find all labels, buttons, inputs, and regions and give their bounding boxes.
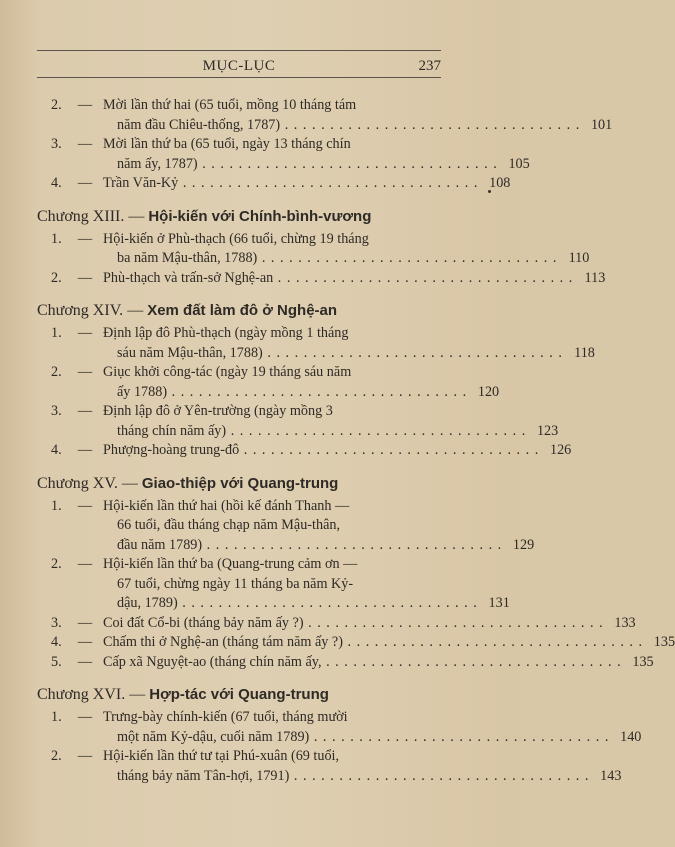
chapter-gap bbox=[37, 288, 441, 294]
toc-entry bbox=[37, 441, 572, 461]
entry-text bbox=[103, 497, 504, 556]
toc-entry bbox=[37, 230, 590, 269]
entry-dash: — bbox=[77, 97, 93, 113]
entry-text bbox=[103, 174, 480, 194]
entry-text bbox=[103, 324, 565, 363]
entry-page-number: 108 bbox=[489, 175, 511, 191]
entry-line: Cấp xã Nguyệt-ao (tháng chín năm ấy, . . . . . . . . . . . . . . . . . . . . . . . . . . . . . . . . . bbox=[103, 653, 622, 670]
entry-line: Hội-kiến lần thứ hai (hồi kế đánh Thanh — bbox=[103, 497, 350, 514]
chapter-gap bbox=[37, 194, 441, 200]
entry-page-number: 131 bbox=[488, 595, 510, 611]
entry-dash: — bbox=[77, 325, 93, 341]
entry-dash: — bbox=[77, 614, 93, 631]
entry-page-number: 123 bbox=[536, 422, 559, 439]
entry-text bbox=[103, 402, 528, 441]
header-rule-bottom bbox=[37, 77, 441, 78]
entry-number: 2. bbox=[51, 364, 62, 380]
entry-text bbox=[103, 135, 500, 174]
entry-line: Định lập đô Phù-thạch (ngày mồng 1 tháng bbox=[103, 325, 349, 341]
chapter-gap bbox=[37, 461, 441, 467]
dot-leader: . . . . . . . . . . . . . . . . . . . . . . . . . . . . . . . . . bbox=[342, 634, 644, 650]
entry-text bbox=[103, 614, 606, 634]
chapter-dash: — bbox=[124, 207, 149, 225]
toc-entry bbox=[37, 653, 654, 673]
entry-page-number: 113 bbox=[584, 269, 606, 286]
entry-page-number: 126 bbox=[549, 442, 572, 458]
entry-line: Coi đất Cổ-bi (tháng bảy năm ấy ?) . . . . . . . . . . . . . . . . . . . . . . . . . . . . . . . . . bbox=[103, 614, 604, 631]
entry-dash: — bbox=[77, 709, 93, 725]
dot-leader: . . . . . . . . . . . . . . . . . . . . . . . . . . . . . . . . . bbox=[280, 116, 581, 133]
table-of-contents bbox=[37, 96, 675, 786]
dot-leader: . . . . . . . . . . . . . . . . . . . . . . . . . . . . . . . . . bbox=[167, 383, 468, 400]
entry-page-number: 105 bbox=[508, 155, 530, 172]
entry-line: sáu năm Mậu-thân, 1788) . . . . . . . . . . . . . . . . . . . . . . . . . . . . . . . . . bbox=[117, 344, 563, 361]
entry-line: Phượng-hoàng trung-đô . . . . . . . . . . . . . . . . . . . . . . . . . . . . . . . . . bbox=[103, 442, 540, 458]
dot-leader: . . . . . . . . . . . . . . . . . . . . . . . . . . . . . . . . . bbox=[309, 728, 610, 745]
entry-page-number: 133 bbox=[614, 614, 636, 631]
entry-number: 1. bbox=[51, 230, 62, 247]
entry-page-number: 143 bbox=[600, 767, 622, 784]
dot-leader: . . . . . . . . . . . . . . . . . . . . . . . . . . . . . . . . . bbox=[257, 250, 558, 266]
dot-leader: . . . . . . . . . . . . . . . . . . . . . . . . . . . . . . . . . bbox=[289, 767, 590, 784]
dot-leader: . . . . . . . . . . . . . . . . . . . . . . . . . . . . . . . . . bbox=[202, 536, 503, 553]
dot-leader: . . . . . . . . . . . . . . . . . . . . . . . . . . . . . . . . . bbox=[321, 653, 622, 670]
entry-line: Hội-kiến lần thứ ba (Quang-trung cảm ơn — bbox=[103, 556, 358, 572]
chapter-label: Chương XVI. bbox=[37, 686, 126, 703]
dot-leader: . . . . . . . . . . . . . . . . . . . . . . . . . . . . . . . . . bbox=[197, 155, 498, 172]
entry-number: 3. bbox=[51, 403, 62, 419]
entry-line: Định lập đô ở Yên-trường (ngày mồng 3 bbox=[103, 403, 333, 419]
entry-dash: — bbox=[77, 634, 93, 650]
entry-line: ba năm Mậu-thân, 1788) . . . . . . . . . . . . . . . . . . . . . . . . . . . . . . . . . bbox=[117, 250, 558, 266]
entry-number: 1. bbox=[51, 497, 62, 514]
entry-page-number: 120 bbox=[477, 383, 500, 400]
dot-leader: . . . . . . . . . . . . . . . . . . . . . . . . . . . . . . . . . bbox=[177, 595, 478, 611]
entry-number: 3. bbox=[51, 614, 62, 631]
entry-page-number: 129 bbox=[512, 536, 535, 553]
entry-number: 4. bbox=[51, 175, 62, 191]
chapter-name: Hợp-tác với Quang-trung bbox=[149, 686, 329, 703]
page-title: MỤC-LỤC bbox=[202, 58, 276, 74]
toc-entry bbox=[37, 555, 510, 614]
entry-line: tháng chín năm ấy) . . . . . . . . . . . . . . . . . . . . . . . . . . . . . . . . . bbox=[117, 422, 527, 439]
entry-number: 5. bbox=[51, 653, 62, 670]
chapter-label: Chương XIII. bbox=[37, 207, 125, 225]
entry-text bbox=[103, 96, 582, 135]
entry-line: Hội-kiến ở Phù-thạch (66 tuổi, chừng 19 tháng bbox=[103, 230, 369, 247]
chapter-heading bbox=[37, 473, 441, 495]
entry-line: Trưng-bày chính-kiến (67 tuổi, tháng mười bbox=[103, 709, 348, 725]
chapter-name: Giao-thiệp với Quang-trung bbox=[141, 474, 339, 492]
toc-entry bbox=[37, 269, 606, 289]
toc-entry bbox=[37, 614, 636, 634]
dot-leader: . . . . . . . . . . . . . . . . . . . . . . . . . . . . . . . . . bbox=[273, 269, 574, 286]
chapter-dash: — bbox=[123, 302, 148, 319]
toc-entry bbox=[37, 174, 511, 194]
toc-entry bbox=[37, 324, 595, 363]
chapter-label: Chương XV. bbox=[37, 474, 118, 492]
toc-entry bbox=[37, 708, 642, 747]
entry-line: Giục khởi công-tác (ngày 19 tháng sáu năm bbox=[103, 364, 352, 380]
dot-leader: . . . . . . . . . . . . . . . . . . . . . . . . . . . . . . . . . bbox=[178, 175, 479, 191]
dot-leader: . . . . . . . . . . . . . . . . . . . . . . . . . . . . . . . . . bbox=[303, 614, 604, 631]
entry-page-number: 135 bbox=[653, 634, 675, 650]
entry-line: năm đầu Chiêu-thống, 1787) . . . . . . . . . . . . . . . . . . . . . . . . . . . . . . . . . bbox=[117, 116, 581, 133]
entry-text bbox=[103, 269, 575, 289]
chapter-gap bbox=[37, 672, 441, 678]
entry-line: năm ấy, 1787) . . . . . . . . . . . . . . . . . . . . . . . . . . . . . . . . . bbox=[117, 155, 498, 172]
entry-dash: — bbox=[77, 364, 93, 380]
entry-line: Chấm thi ở Nghệ-an (tháng tám năm ấy ?) . . . . . . . . . . . . . . . . . . . . . . . . . . . . . . . . . bbox=[103, 634, 644, 650]
toc-entry bbox=[37, 363, 500, 402]
entry-dash: — bbox=[77, 442, 93, 458]
entry-line: một năm Kỷ-dậu, cuối năm 1789) . . . . . . . . . . . . . . . . . . . . . . . . . . . . . . . . . bbox=[117, 728, 610, 745]
chapter-heading bbox=[37, 300, 441, 322]
entry-dash: — bbox=[77, 403, 93, 419]
entry-page-number: 101 bbox=[590, 116, 613, 133]
entry-number: 4. bbox=[51, 442, 62, 458]
entry-number: 2. bbox=[51, 269, 62, 286]
entry-text bbox=[103, 708, 611, 747]
entry-dash: — bbox=[77, 748, 93, 764]
chapter-heading bbox=[37, 206, 441, 228]
chapter-label: Chương XIV. bbox=[37, 302, 124, 319]
entry-number: 3. bbox=[51, 136, 62, 152]
dot-leader: . . . . . . . . . . . . . . . . . . . . . . . . . . . . . . . . . bbox=[226, 422, 527, 439]
entry-page-number: 140 bbox=[620, 728, 642, 745]
entry-line: 66 tuổi, đầu tháng chạp năm Mậu-thân, bbox=[117, 517, 341, 533]
entry-line: Mời lần thứ hai (65 tuổi, mồng 10 tháng tám bbox=[103, 97, 357, 113]
dot-leader: . . . . . . . . . . . . . . . . . . . . . . . . . . . . . . . . . bbox=[262, 344, 563, 361]
entry-number: 2. bbox=[51, 748, 62, 764]
entry-dash: — bbox=[77, 556, 93, 572]
entry-dash: — bbox=[77, 136, 93, 152]
entry-text bbox=[103, 363, 469, 402]
entry-page-number: 118 bbox=[574, 344, 595, 361]
entry-text bbox=[103, 230, 559, 269]
chapter-heading bbox=[37, 684, 441, 706]
entry-number: 1. bbox=[51, 709, 62, 725]
entry-dash: — bbox=[77, 653, 93, 670]
entry-number: 2. bbox=[51, 556, 62, 572]
entry-text bbox=[103, 747, 591, 786]
entry-dash: — bbox=[77, 269, 93, 286]
entry-page-number: 135 bbox=[632, 653, 654, 670]
entry-number: 4. bbox=[51, 634, 62, 650]
entry-line: Trần Văn-Kỷ . . . . . . . . . . . . . . . . . . . . . . . . . . . . . . . . . bbox=[103, 175, 479, 191]
entry-page-number: 110 bbox=[568, 250, 590, 266]
entry-line: ấy 1788) . . . . . . . . . . . . . . . . . . . . . . . . . . . . . . . . . bbox=[117, 383, 468, 400]
dot-leader: . . . . . . . . . . . . . . . . . . . . . . . . . . . . . . . . . bbox=[239, 442, 540, 458]
entry-text bbox=[103, 653, 624, 673]
entry-line: Mời lần thứ ba (65 tuổi, ngày 13 tháng chín bbox=[103, 136, 351, 152]
entry-dash: — bbox=[77, 175, 93, 191]
toc-entry bbox=[37, 747, 622, 786]
entry-number: 1. bbox=[51, 325, 62, 341]
entry-line: Hội-kiến lần thứ tư tại Phú-xuân (69 tuổi, bbox=[103, 748, 340, 764]
toc-entry bbox=[37, 497, 535, 556]
entry-line: Phù-thạch và trấn-sở Nghệ-an . . . . . . . . . . . . . . . . . . . . . . . . . . . . . . . . . bbox=[103, 269, 574, 286]
entry-line: 67 tuổi, chừng ngày 11 tháng ba năm Kỷ- bbox=[117, 575, 354, 592]
entry-text bbox=[103, 441, 541, 461]
header-rule-top bbox=[37, 50, 441, 51]
entry-text bbox=[103, 633, 645, 653]
toc-entry bbox=[37, 96, 613, 135]
entry-text bbox=[103, 555, 480, 614]
entry-dash: — bbox=[77, 497, 93, 514]
page-number: 237 bbox=[418, 58, 441, 74]
chapter-name: Xem đất làm đô ở Nghệ-an bbox=[147, 302, 338, 319]
entry-dash: — bbox=[77, 230, 93, 247]
toc-entry bbox=[37, 135, 530, 174]
chapter-dash: — bbox=[117, 474, 142, 492]
toc-entry bbox=[37, 402, 559, 441]
chapter-name: Hội-kiến với Chính-bình-vương bbox=[148, 207, 372, 225]
entry-number: 2. bbox=[51, 97, 62, 113]
chapter-dash: — bbox=[125, 686, 150, 703]
toc-entry bbox=[37, 633, 675, 653]
entry-line: đầu năm 1789) . . . . . . . . . . . . . . . . . . . . . . . . . . . . . . . . . bbox=[117, 536, 503, 553]
entry-line: tháng bảy năm Tân-hợi, 1791) . . . . . . . . . . . . . . . . . . . . . . . . . . . . . . . . . bbox=[117, 767, 590, 784]
entry-line: dậu, 1789) . . . . . . . . . . . . . . . . . . . . . . . . . . . . . . . . . bbox=[117, 595, 478, 611]
page-header bbox=[37, 58, 441, 76]
